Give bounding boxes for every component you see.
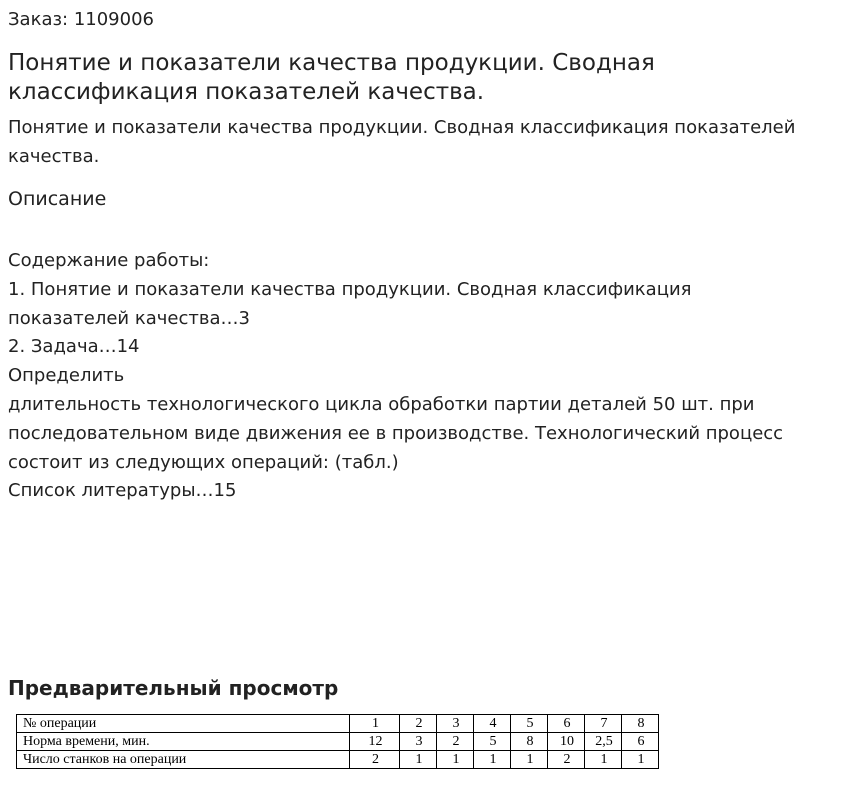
- table-cell: 6: [622, 733, 659, 751]
- table-row: [17, 751, 659, 769]
- table-cell: 4: [474, 715, 511, 733]
- intro-text: Понятие и показатели качества продукции. Сводная классификация показателей качества.: [8, 117, 796, 167]
- table-cell: 1: [511, 751, 548, 769]
- table-row: [17, 715, 659, 733]
- content-line: состоит из следующих операций: (табл.): [8, 451, 399, 473]
- table-cell: 1: [622, 751, 659, 769]
- table-cell: 2: [350, 751, 400, 769]
- content-line: Список литературы…15: [8, 480, 237, 502]
- table-cell: 5: [474, 733, 511, 751]
- table-cell: 1: [474, 751, 511, 769]
- preview-heading: Предварительный просмотр: [8, 676, 339, 700]
- table-cell: 2: [548, 751, 585, 769]
- table-row-label: Число станков на операции: [17, 751, 350, 769]
- table-cell: 8: [622, 715, 659, 733]
- table-cell: 5: [511, 715, 548, 733]
- table-cell: 1: [585, 751, 622, 769]
- content-line: показателей качества…3: [8, 307, 250, 329]
- table-cell: 10: [548, 733, 585, 751]
- content-line: Определить: [8, 365, 125, 387]
- description-heading: Описание: [8, 188, 107, 210]
- content-line: длительность технологического цикла обработки партии деталей 50 шт. при: [8, 393, 755, 415]
- table-cell: 8: [511, 733, 548, 751]
- work-content: [8, 247, 838, 506]
- content-line: последовательном виде движения ее в производстве. Технологический процесс: [8, 422, 784, 444]
- table-cell: 1: [400, 751, 437, 769]
- page-title: Понятие и показатели качества продукции. Сводная классификация показателей качества.: [8, 50, 655, 105]
- table-cell: 3: [400, 733, 437, 751]
- table-cell: 1: [350, 715, 400, 733]
- table-row-label: № операции: [17, 715, 350, 733]
- table-cell: 2: [400, 715, 437, 733]
- table-cell: 1: [437, 751, 474, 769]
- content-line: 2. Задача…14: [8, 336, 140, 358]
- table-cell: 2,5: [585, 733, 622, 751]
- table-row-label: Норма времени, мин.: [17, 733, 350, 751]
- content-line: 1. Понятие и показатели качества продукции. Сводная классификация: [8, 278, 692, 300]
- table-row: [17, 733, 659, 751]
- table-cell: 6: [548, 715, 585, 733]
- table-cell: 12: [350, 733, 400, 751]
- content-line: Содержание работы:: [8, 250, 210, 271]
- table-cell: 7: [585, 715, 622, 733]
- preview-table: [16, 714, 659, 769]
- order-number: Заказ: 1109006: [8, 9, 154, 30]
- table-cell: 2: [437, 733, 474, 751]
- table-cell: 3: [437, 715, 474, 733]
